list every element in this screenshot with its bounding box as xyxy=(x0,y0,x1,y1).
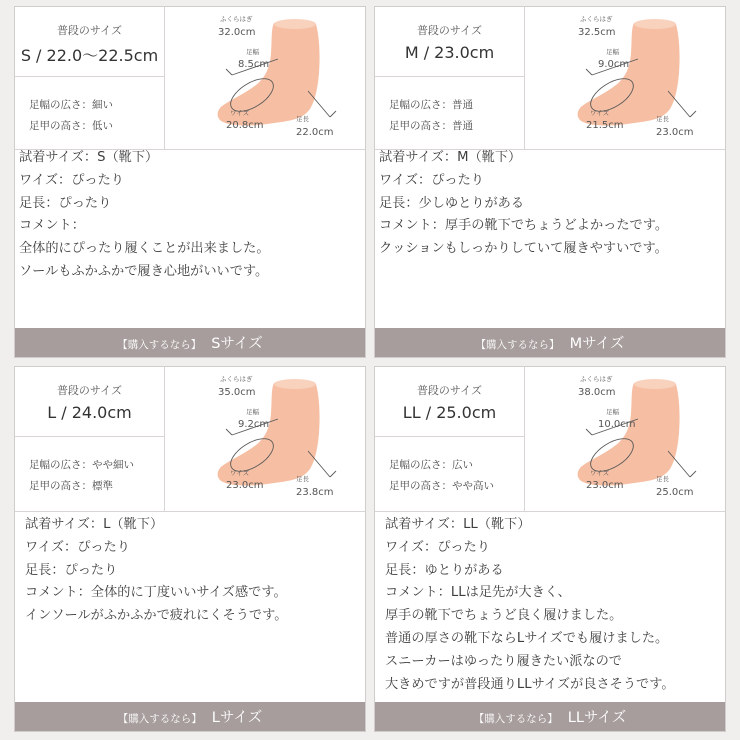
review-line: コメント：LLは足先が大きく、 xyxy=(385,585,571,601)
usual-size-value: L / 24.0cm xyxy=(47,403,132,422)
review-line: 試着サイズ：L（靴下） xyxy=(25,517,164,532)
card-header xyxy=(15,7,365,149)
review-line: ソールもふかふかで履き心地がいいです。 xyxy=(19,263,269,279)
size-info-panel xyxy=(15,7,165,149)
foot-width-text: 足幅の広さ：やや細い xyxy=(29,459,134,471)
buy-prefix: 【購入するなら】 xyxy=(473,713,558,725)
foot-length-value: 22.0cm xyxy=(296,127,334,138)
instep-height-text: 足甲の高さ：普通 xyxy=(389,120,473,132)
review-line: ワイズ：ぴったり xyxy=(19,172,124,188)
review-line: ワイズ：ぴったり xyxy=(379,172,484,188)
ankle-label: 足幅 xyxy=(246,48,259,56)
ankle-value: 9.0cm xyxy=(598,59,630,70)
foot-width-text: 足幅の広さ：普通 xyxy=(389,99,473,111)
usual-size-label: 普段のサイズ xyxy=(56,24,123,37)
ankle-label: 足幅 xyxy=(246,408,259,416)
wise-label: ワイズ xyxy=(590,469,610,477)
foot-measurement-illustration xyxy=(530,9,730,149)
buy-size: Sサイズ xyxy=(211,336,263,352)
size-info-panel xyxy=(375,7,525,149)
ankle-label: 足幅 xyxy=(606,48,619,56)
review-text xyxy=(25,514,287,628)
usual-size-value: LL / 25.0cm xyxy=(402,403,497,422)
ankle-value: 10.0cm xyxy=(598,419,636,430)
calf-label: ふくらはぎ xyxy=(580,375,613,383)
calf-value: 35.0cm xyxy=(218,387,256,398)
foot-measurement-illustration xyxy=(170,369,370,509)
usual-size-cell xyxy=(15,367,164,437)
review-line: クッションもしっかりしていて履きやすいです。 xyxy=(379,241,668,257)
review-line: 試着サイズ：LL（靴下） xyxy=(385,517,531,532)
usual-size-value: M / 23.0cm xyxy=(404,43,495,62)
recommended-size-bar xyxy=(375,702,725,731)
review-line: 足長：ぴったり xyxy=(19,195,112,211)
buy-size: LLサイズ xyxy=(567,710,627,726)
buy-prefix: 【購入するなら】 xyxy=(117,713,202,725)
review-line: 試着サイズ：M（靴下） xyxy=(379,150,522,165)
size-review-card xyxy=(14,366,366,732)
usual-size-cell xyxy=(15,7,164,77)
wise-value: 23.0cm xyxy=(586,480,624,491)
usual-size-cell xyxy=(375,7,524,77)
review-line: 足長：少しゆとりがある xyxy=(379,195,525,211)
foot-length-label: 足長 xyxy=(656,475,669,483)
foot-length-label: 足長 xyxy=(296,115,309,123)
usual-size-value: S / 22.0〜22.5cm xyxy=(20,46,159,65)
size-info-panel xyxy=(375,367,525,511)
review-line: 全体的にぴったり履くことが出来ました。 xyxy=(19,241,270,257)
usual-size-label: 普段のサイズ xyxy=(56,384,123,397)
review-text xyxy=(19,147,270,284)
review-line: インソールがふかふかで疲れにくそうです。 xyxy=(25,608,288,624)
foot-width-text: 足幅の広さ：広い xyxy=(389,459,473,471)
calf-label: ふくらはぎ xyxy=(220,375,253,383)
calf-value: 32.0cm xyxy=(218,27,256,38)
size-info-panel xyxy=(15,367,165,511)
instep-height-text: 足甲の高さ：やや高い xyxy=(389,480,494,492)
calf-label: ふくらはぎ xyxy=(220,15,253,23)
foot-measurement-illustration xyxy=(530,369,730,509)
review-line: 足長：ぴったり xyxy=(25,562,118,578)
foot-width-text: 足幅の広さ：細い xyxy=(29,99,113,111)
foot-length-label: 足長 xyxy=(296,475,309,483)
card-header xyxy=(375,7,725,149)
size-review-card xyxy=(14,6,366,358)
usual-size-label: 普段のサイズ xyxy=(416,384,483,397)
review-text xyxy=(379,147,668,261)
size-review-card xyxy=(374,6,726,358)
card-header xyxy=(375,367,725,511)
foot-length-value: 23.0cm xyxy=(656,127,694,138)
wise-value: 23.0cm xyxy=(226,480,264,491)
review-line: スニーカーはゆったり履きたい派なので xyxy=(385,653,622,669)
foot-measurement-illustration xyxy=(170,9,370,149)
review-line: 足長：ゆとりがある xyxy=(385,562,504,578)
calf-label: ふくらはぎ xyxy=(580,15,613,23)
review-text xyxy=(385,514,675,696)
review-line: コメント：全体的に丁度いいサイズ感です。 xyxy=(25,585,287,601)
wise-label: ワイズ xyxy=(230,109,250,117)
buy-size: Mサイズ xyxy=(569,336,625,352)
calf-value: 32.5cm xyxy=(578,27,616,38)
review-line: コメント： xyxy=(19,218,85,234)
foot-length-value: 23.8cm xyxy=(296,487,334,498)
calf-value: 38.0cm xyxy=(578,387,616,398)
header-divider xyxy=(375,511,725,512)
review-line: ワイズ：ぴったり xyxy=(25,539,130,555)
recommended-size-bar xyxy=(375,328,725,357)
wise-label: ワイズ xyxy=(230,469,250,477)
instep-height-text: 足甲の高さ：低い xyxy=(29,120,113,132)
review-line: ワイズ：ぴったり xyxy=(385,539,490,555)
review-line: コメント：厚手の靴下でちょうどよかったです。 xyxy=(379,218,669,234)
card-header xyxy=(15,367,365,511)
wise-value: 20.8cm xyxy=(226,120,264,131)
buy-prefix: 【購入するなら】 xyxy=(117,339,202,351)
review-line: 大きめですが普段通りLLサイズが良さそうです。 xyxy=(385,676,675,692)
instep-height-text: 足甲の高さ：標準 xyxy=(29,480,113,492)
ankle-value: 8.5cm xyxy=(238,59,270,70)
foot-length-value: 25.0cm xyxy=(656,487,694,498)
foot-length-label: 足長 xyxy=(656,115,669,123)
wise-value: 21.5cm xyxy=(586,120,624,131)
usual-size-cell xyxy=(375,367,524,437)
recommended-size-bar xyxy=(15,702,365,731)
usual-size-label: 普段のサイズ xyxy=(416,24,483,37)
size-review-card xyxy=(374,366,726,732)
ankle-value: 9.2cm xyxy=(238,419,270,430)
ankle-label: 足幅 xyxy=(606,408,619,416)
buy-prefix: 【購入するなら】 xyxy=(475,339,560,351)
buy-size: Lサイズ xyxy=(211,710,263,726)
review-line: 厚手の靴下でちょうど良く履けました。 xyxy=(385,608,623,624)
review-line: 普通の厚さの靴下ならLサイズでも履けました。 xyxy=(385,630,669,646)
recommended-size-bar xyxy=(15,328,365,357)
wise-label: ワイズ xyxy=(590,109,610,117)
review-line: 試着サイズ：S（靴下） xyxy=(19,150,159,165)
header-divider xyxy=(15,511,365,512)
